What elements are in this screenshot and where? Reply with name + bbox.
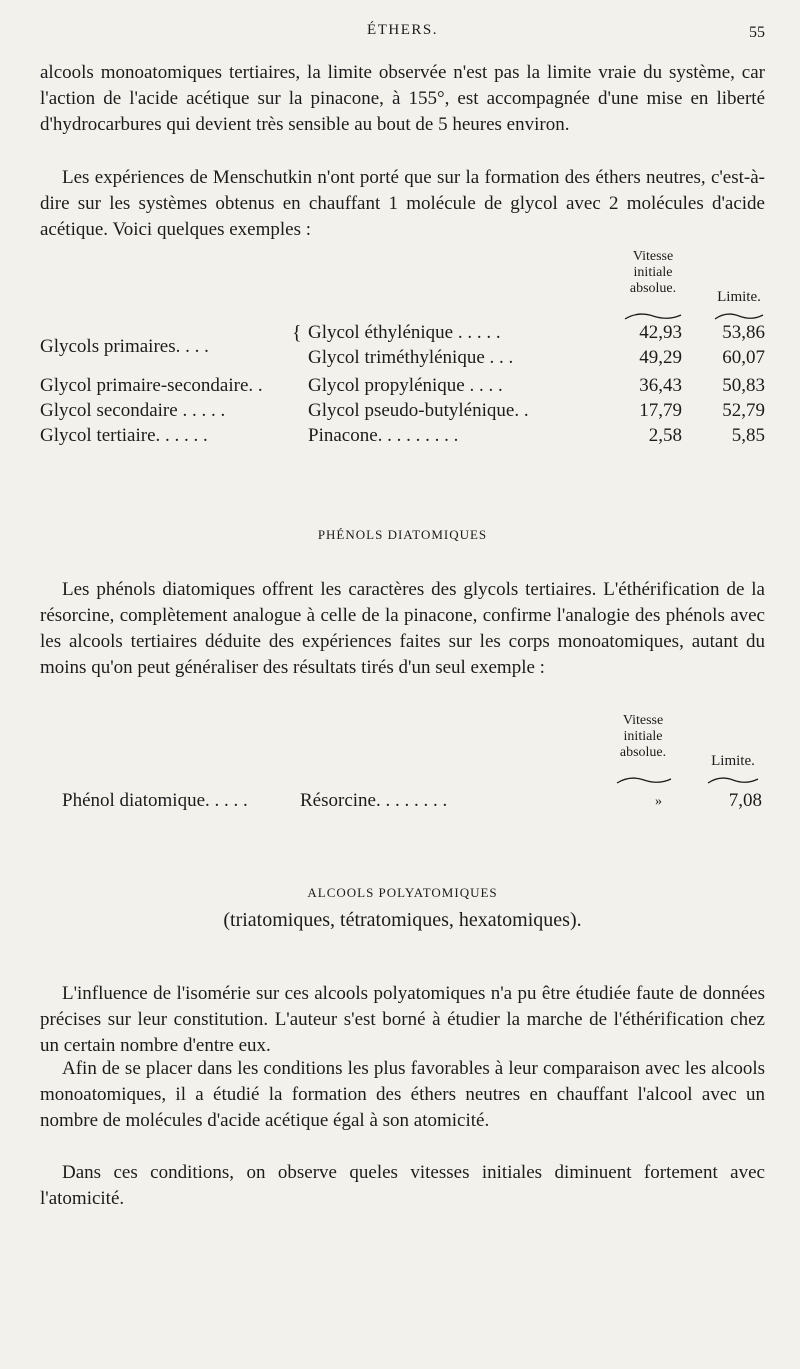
- section-title-polyatomic: ALCOOLS POLYATOMIQUES: [307, 885, 498, 900]
- glycol-class: Glycol tertiaire. . . . . .: [40, 425, 208, 446]
- phenol-class: Phénol diatomique. . . . .: [62, 790, 248, 811]
- glycol-name: Glycol propylénique . . . .: [308, 375, 503, 396]
- table-row: [40, 425, 765, 449]
- paragraph-intro-2: Les expériences de Menschutkin n'ont porté que sur la formation des éthers neutres, c'est-à-dire sur les systèmes obtenus en chauffant 1 molécule de glycol avec 2 molécules d'acide acétique. Voici quelques exemples :: [40, 167, 765, 240]
- speed-header-line: initiale: [633, 265, 673, 280]
- speed-header-line: absolue.: [619, 745, 667, 760]
- section-subtitle: (triatomiques, tétratomiques, hexatomiques).: [223, 909, 582, 931]
- speed-column-header: [608, 249, 698, 297]
- speed-header-line: absolue.: [629, 281, 677, 296]
- glycol-name: Glycol triméthylénique . . .: [308, 347, 514, 368]
- speed-value: 36,43: [639, 375, 682, 396]
- table-row: [40, 322, 765, 346]
- limit-value: 5,85: [731, 425, 765, 446]
- limit-column-header: Limite.: [711, 753, 755, 769]
- page-header: [40, 22, 765, 46]
- speed-header-tilde: [615, 775, 673, 785]
- limit-value: 7,08: [728, 790, 762, 811]
- table-row: [40, 400, 765, 424]
- speed-header-line: Vitesse: [632, 249, 674, 264]
- limit-value: 52,79: [722, 400, 765, 421]
- speed-value: 17,79: [639, 400, 682, 421]
- table-row: [40, 790, 765, 814]
- glycol-class: Glycol secondaire . . . . .: [40, 400, 226, 421]
- group-brace: {: [292, 322, 302, 344]
- table-row: [40, 375, 765, 399]
- speed-value: 49,29: [639, 347, 682, 368]
- speed-column-header: [598, 713, 688, 761]
- limit-value: 53,86: [722, 322, 765, 343]
- running-title: ÉTHERS.: [367, 22, 438, 38]
- speed-value: 2,58: [648, 425, 682, 446]
- speed-header-tilde: [623, 311, 683, 321]
- limit-value: 50,83: [722, 375, 765, 396]
- speed-header-line: initiale: [623, 729, 663, 744]
- limit-header-tilde: [706, 775, 760, 785]
- paragraph-polyatomic-2: Afin de se placer dans les conditions les plus favorables à leur comparaison avec les alcools monoatomiques, il a étudié la formation des éthers neutres en chauffant l'alcool avec un nombre de molécules d'acide acétique égal à son atomicité.: [40, 1058, 765, 1131]
- table-row: [40, 347, 765, 371]
- group-label-primary: Glycols primaires. . . .: [40, 336, 209, 357]
- paragraph-polyatomic-1: L'influence de l'isomérie sur ces alcools polyatomiques n'a pu être étudiée faute de données précises sur leur constitution. L'auteur s'est borné à étudier la marche de l'éthérification chez un certain nombre d'entre eux.: [40, 983, 765, 1056]
- speed-header-line: Vitesse: [622, 713, 664, 728]
- limit-header-tilde: [713, 311, 765, 321]
- paragraph-polyatomic-3: Dans ces conditions, on observe queles vitesses initiales diminuent fortement avec l'atomicité.: [40, 1162, 765, 1209]
- phenol-name: Résorcine. . . . . . . .: [300, 790, 448, 811]
- paragraph-intro-1: alcools monoatomiques tertiaires, la limite observée n'est pas la limite vraie du système, car l'action de l'acide acétique sur la pinacone, à 155°, est accompagnée d'une mise en liberté d'hydrocarbures qui devient très sensible au bout de 5 heures environ.: [40, 62, 765, 135]
- page-number: 55: [749, 24, 765, 41]
- glycol-class: Glycol primaire-secondaire. .: [40, 375, 263, 396]
- speed-value: »: [655, 794, 662, 809]
- limit-column-header: Limite.: [717, 289, 761, 305]
- paragraph-phenols: Les phénols diatomiques offrent les caractères des glycols tertiaires. L'éthérification de la résorcine, complètement analogue à celle de la pinacone, confirme l'analogie des phénols avec les alcools tertiaires déduite des expériences faites sur les corps monoatomiques, autant du moins qu'on peut généraliser des résultats tirés d'un seul exemple :: [40, 579, 765, 678]
- glycol-name: Pinacone. . . . . . . . .: [308, 425, 459, 446]
- limit-value: 60,07: [722, 347, 765, 368]
- speed-value: 42,93: [639, 322, 682, 343]
- glycol-name: Glycol pseudo-butylénique. .: [308, 400, 529, 421]
- glycol-name: Glycol éthylénique . . . . .: [308, 322, 501, 343]
- section-title-phenols: PHÉNOLS DIATOMIQUES: [317, 527, 488, 542]
